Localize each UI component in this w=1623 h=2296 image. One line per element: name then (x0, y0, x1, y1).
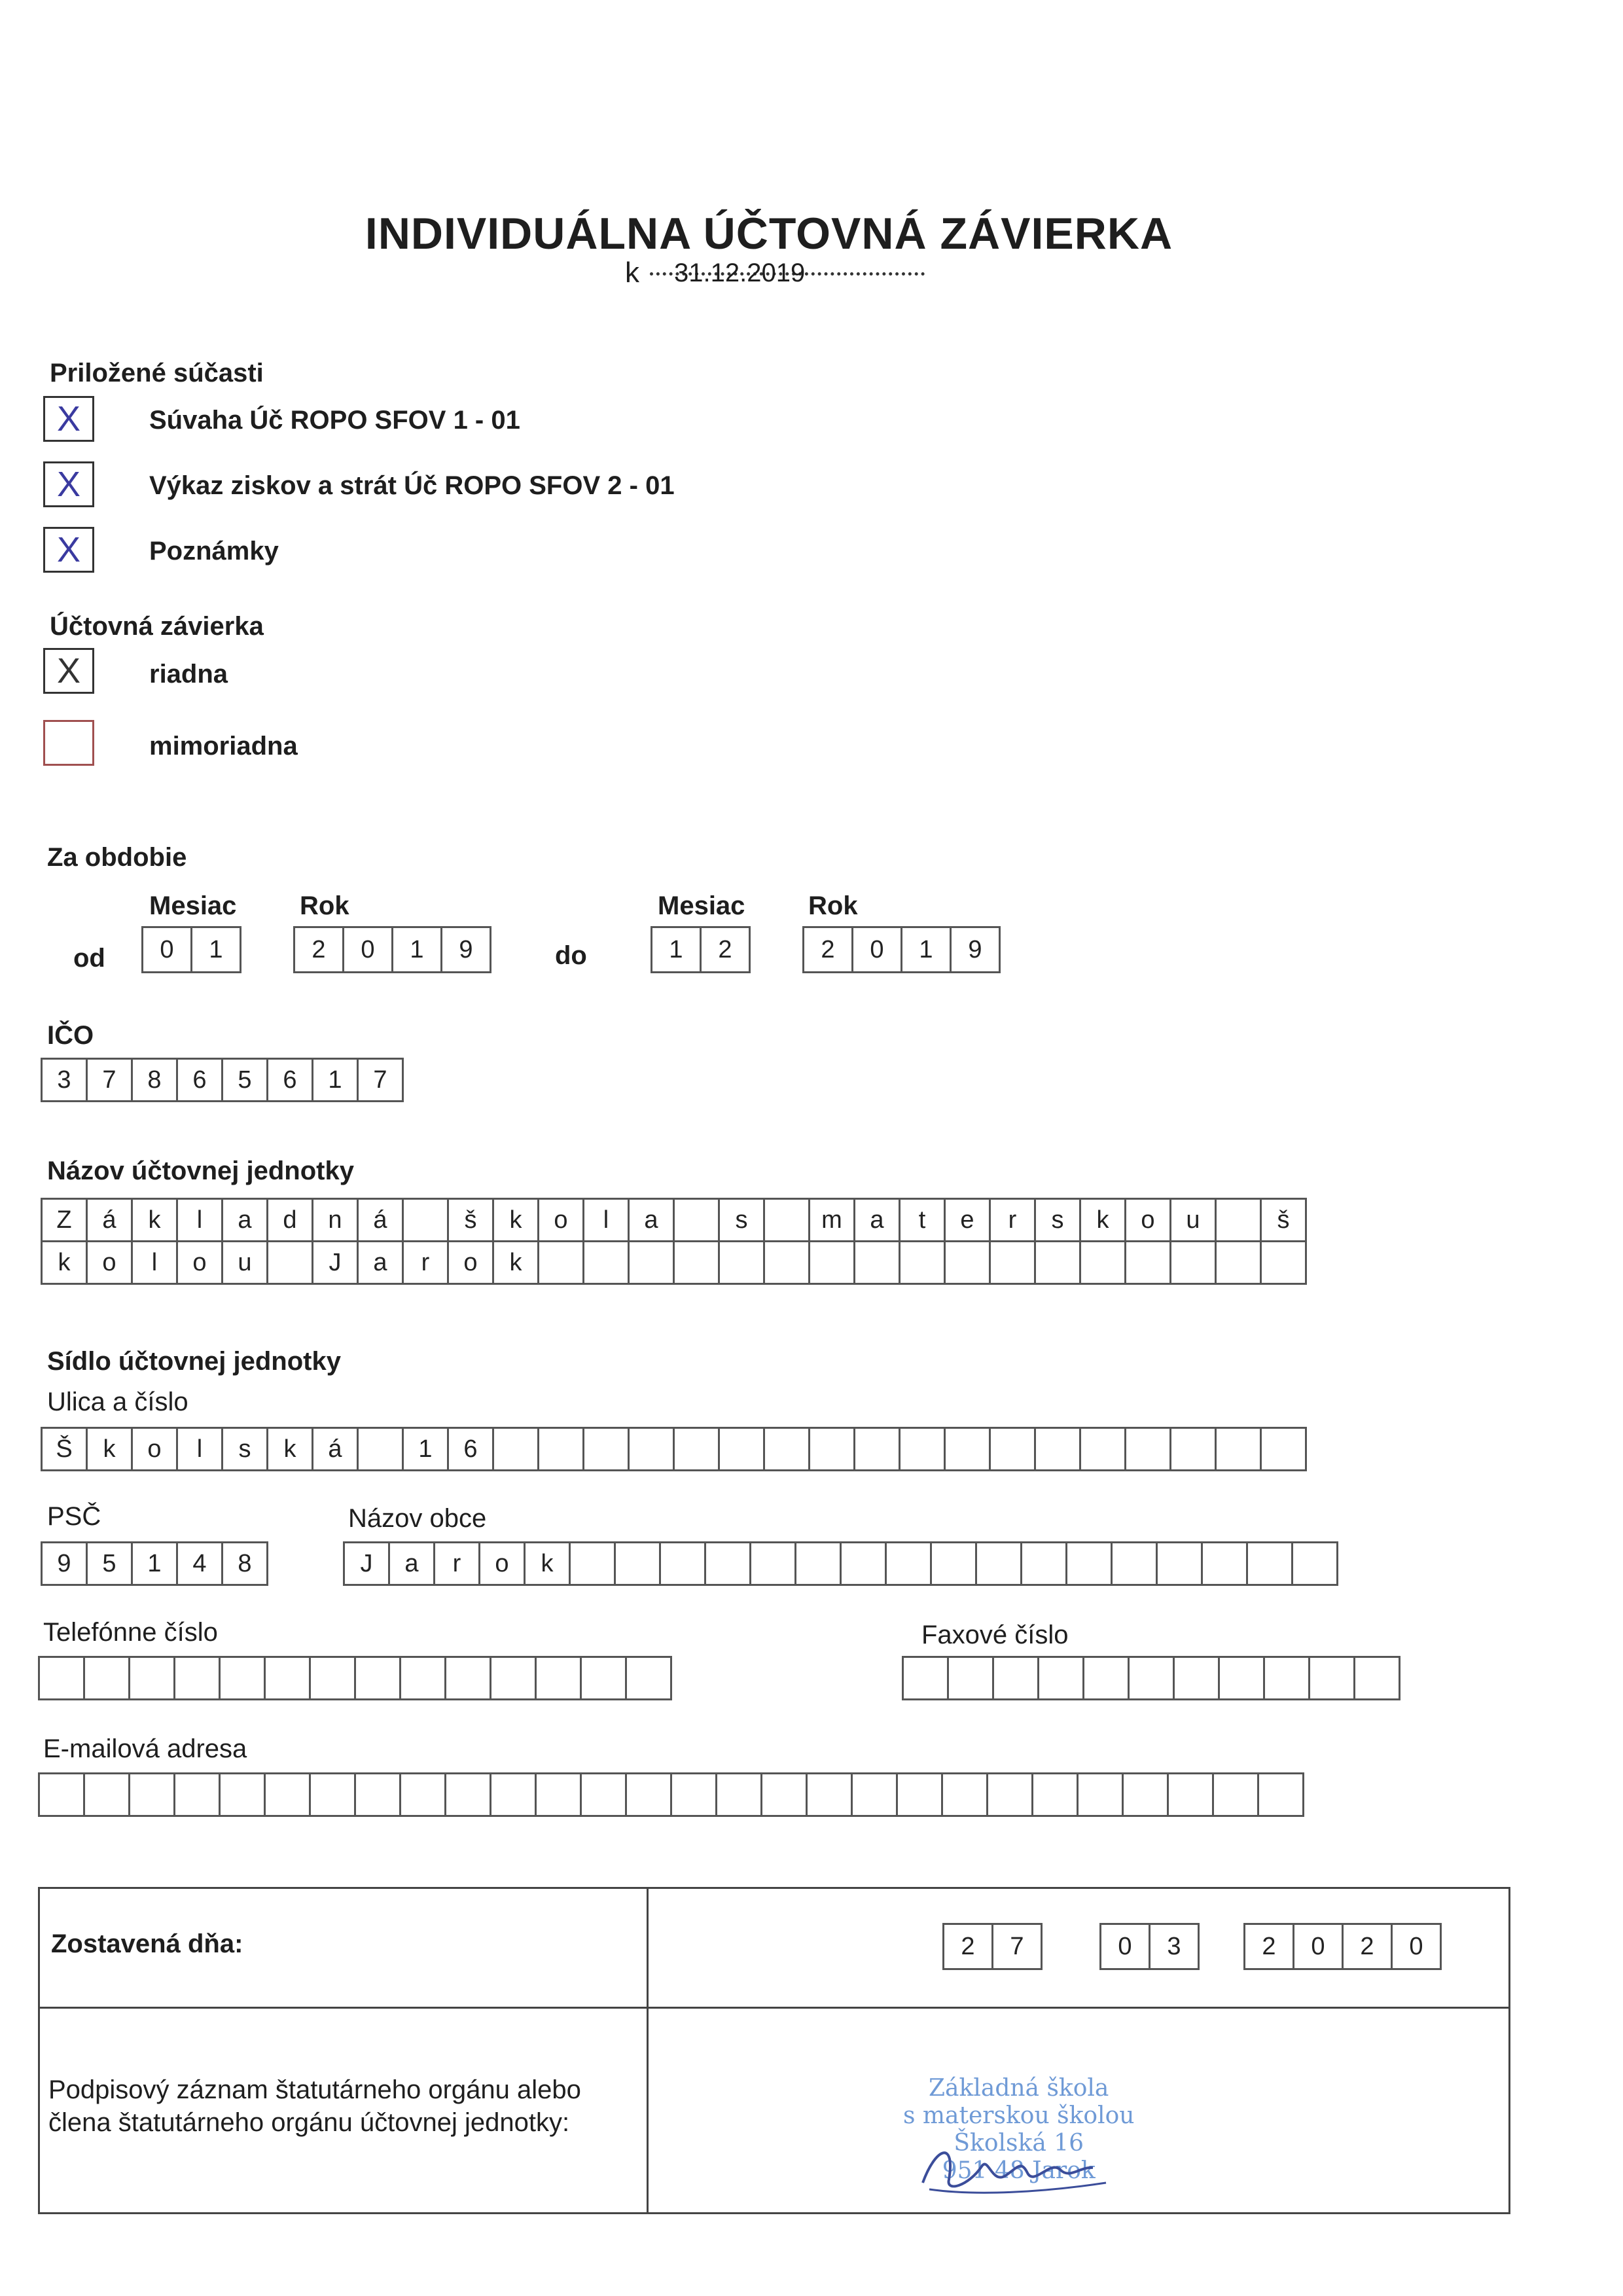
name-char-cell[interactable] (944, 1240, 991, 1285)
email-char-cell[interactable] (128, 1772, 175, 1817)
phone-digit-cell[interactable] (625, 1656, 672, 1700)
unit-name-label: Názov účtovnej jednotky (47, 1157, 354, 1185)
street-char-cell[interactable]: o (131, 1427, 178, 1471)
email-char-cell[interactable] (1122, 1772, 1169, 1817)
name-char-cell[interactable]: a (357, 1240, 404, 1285)
street-char-cell[interactable] (718, 1427, 765, 1471)
name-char-cell[interactable] (1124, 1240, 1171, 1285)
checkbox-suvaha[interactable]: X (43, 396, 94, 442)
street-field[interactable] (41, 1427, 1305, 1471)
email-char-cell[interactable] (760, 1772, 808, 1817)
city-field[interactable] (343, 1541, 1336, 1586)
name-char-cell[interactable]: u (221, 1240, 268, 1285)
email-char-cell[interactable] (1257, 1772, 1304, 1817)
street-char-cell[interactable] (944, 1427, 991, 1471)
street-char-cell[interactable] (1034, 1427, 1081, 1471)
fax-digit-cell[interactable] (1263, 1656, 1310, 1700)
fax-digit-cell[interactable] (947, 1656, 994, 1700)
street-char-cell[interactable] (808, 1427, 855, 1471)
city-char-cell[interactable] (930, 1541, 977, 1586)
name-char-cell[interactable] (1169, 1240, 1217, 1285)
digit-cell[interactable]: 1 (190, 926, 241, 973)
unit-name-row-1[interactable] (41, 1198, 1305, 1242)
name-char-cell[interactable] (899, 1240, 946, 1285)
name-char-cell[interactable] (673, 1198, 720, 1242)
email-char-cell[interactable] (83, 1772, 130, 1817)
digit-cell[interactable]: 2 (1243, 1923, 1294, 1970)
email-char-cell[interactable] (444, 1772, 491, 1817)
phone-digit-cell[interactable] (490, 1656, 537, 1700)
city-char-cell[interactable] (614, 1541, 661, 1586)
city-char-cell[interactable] (1020, 1541, 1067, 1586)
phone-digit-cell[interactable] (535, 1656, 582, 1700)
name-char-cell[interactable]: á (86, 1198, 133, 1242)
name-char-cell[interactable] (808, 1240, 855, 1285)
closing-type-heading: Účtovná závierka (50, 612, 264, 641)
name-char-cell[interactable]: l (582, 1198, 630, 1242)
city-char-cell[interactable] (1111, 1541, 1158, 1586)
name-char-cell[interactable]: k (492, 1198, 539, 1242)
street-char-cell[interactable] (1260, 1427, 1307, 1471)
signature-label (48, 2073, 581, 2139)
name-char-cell[interactable]: n (312, 1198, 359, 1242)
signature-box-divider-v (647, 1887, 649, 2214)
fax-digit-cell[interactable] (1128, 1656, 1175, 1700)
name-char-cell[interactable] (1034, 1240, 1081, 1285)
email-char-cell[interactable] (535, 1772, 582, 1817)
psc-digit-cell[interactable]: 5 (86, 1541, 133, 1586)
to-label: do (555, 941, 587, 970)
digit-cell[interactable]: 0 (141, 926, 192, 973)
digit-cell[interactable]: 0 (851, 926, 902, 973)
street-char-cell[interactable]: 6 (447, 1427, 494, 1471)
street-label: Ulica a číslo (47, 1388, 188, 1416)
name-char-cell[interactable]: s (1034, 1198, 1081, 1242)
fax-digit-cell[interactable] (992, 1656, 1039, 1700)
street-char-cell[interactable] (853, 1427, 901, 1471)
city-char-cell[interactable] (1156, 1541, 1203, 1586)
period-heading: Za obdobie (47, 843, 187, 872)
ico-field[interactable] (41, 1058, 402, 1102)
street-char-cell[interactable]: á (312, 1427, 359, 1471)
city-char-cell[interactable]: r (433, 1541, 480, 1586)
digit-cell[interactable]: 0 (1293, 1923, 1344, 1970)
city-label: Názov obce (348, 1504, 487, 1533)
compiled-label: Zostavená dňa: (51, 1929, 243, 1958)
email-char-cell[interactable] (806, 1772, 853, 1817)
email-char-cell[interactable] (625, 1772, 672, 1817)
city-char-cell[interactable] (794, 1541, 842, 1586)
name-char-cell[interactable]: l (131, 1240, 178, 1285)
name-char-cell[interactable] (537, 1240, 584, 1285)
ico-label: IČO (47, 1021, 94, 1050)
street-char-cell[interactable]: s (221, 1427, 268, 1471)
name-char-cell[interactable] (582, 1240, 630, 1285)
digit-cell[interactable]: 2 (700, 926, 751, 973)
phone-digit-cell[interactable] (264, 1656, 311, 1700)
phone-digit-cell[interactable] (580, 1656, 627, 1700)
phone-digit-cell[interactable] (83, 1656, 130, 1700)
street-char-cell[interactable] (673, 1427, 720, 1471)
checkbox-vykaz[interactable]: X (43, 461, 94, 507)
stamp-line-3: Školská 16 (954, 2130, 1084, 2157)
from-month-field[interactable] (141, 926, 240, 973)
street-char-cell[interactable] (628, 1427, 675, 1471)
ico-digit-cell[interactable]: 5 (221, 1058, 268, 1102)
digit-cell[interactable]: 2 (942, 1923, 993, 1970)
city-char-cell[interactable] (659, 1541, 706, 1586)
label-poznamky: Poznámky (149, 537, 279, 565)
street-char-cell[interactable] (763, 1427, 810, 1471)
label-suvaha: Súvaha Úč ROPO SFOV 1 - 01 (149, 406, 520, 435)
phone-field[interactable] (38, 1656, 670, 1700)
name-char-cell[interactable]: e (944, 1198, 991, 1242)
compiled-month-field[interactable] (1099, 1923, 1198, 1970)
psc-digit-cell[interactable]: 8 (221, 1541, 268, 1586)
name-char-cell[interactable] (1079, 1240, 1126, 1285)
signature-box-divider-h (38, 2007, 1510, 2009)
name-char-cell[interactable]: m (808, 1198, 855, 1242)
email-char-cell[interactable] (580, 1772, 627, 1817)
email-label: E-mailová adresa (43, 1734, 247, 1763)
unit-name-row-2[interactable] (41, 1240, 1305, 1285)
name-char-cell[interactable] (763, 1198, 810, 1242)
name-char-cell[interactable] (1215, 1240, 1262, 1285)
name-char-cell[interactable] (628, 1240, 675, 1285)
ico-digit-cell[interactable]: 7 (86, 1058, 133, 1102)
name-char-cell[interactable] (673, 1240, 720, 1285)
fax-digit-cell[interactable] (1353, 1656, 1400, 1700)
ico-digit-cell[interactable]: 3 (41, 1058, 88, 1102)
from-year-label: Rok (300, 891, 349, 920)
name-char-cell[interactable]: o (1124, 1198, 1171, 1242)
name-char-cell[interactable]: t (899, 1198, 946, 1242)
email-char-cell[interactable] (715, 1772, 762, 1817)
page-title: INDIVIDUÁLNA ÚČTOVNÁ ZÁVIERKA (365, 209, 1173, 259)
checkbox-poznamky[interactable]: X (43, 527, 94, 573)
name-char-cell[interactable]: o (447, 1240, 494, 1285)
name-char-cell[interactable] (763, 1240, 810, 1285)
street-char-cell[interactable] (899, 1427, 946, 1471)
name-char-cell[interactable] (718, 1240, 765, 1285)
phone-digit-cell[interactable] (219, 1656, 266, 1700)
fax-digit-cell[interactable] (1037, 1656, 1084, 1700)
k-label: k (625, 257, 639, 289)
email-char-cell[interactable] (670, 1772, 717, 1817)
digit-cell[interactable]: 2 (1342, 1923, 1393, 1970)
label-mimoriadna: mimoriadna (149, 732, 298, 761)
email-char-cell[interactable] (1077, 1772, 1124, 1817)
street-char-cell[interactable] (537, 1427, 584, 1471)
city-char-cell[interactable] (569, 1541, 616, 1586)
digit-cell[interactable]: 7 (991, 1923, 1043, 1970)
name-char-cell[interactable] (1215, 1198, 1262, 1242)
digit-cell[interactable]: 1 (391, 926, 442, 973)
ico-digit-cell[interactable]: 6 (176, 1058, 223, 1102)
stamp-line-2: s materskou školou (903, 2102, 1135, 2129)
handwritten-signature (910, 2121, 1145, 2206)
compiled-day-field[interactable] (942, 1923, 1041, 1970)
street-char-cell[interactable] (1215, 1427, 1262, 1471)
signature-label-line-2: člena štatutárneho orgánu účtovnej jednotky: (48, 2108, 570, 2137)
city-char-cell[interactable] (1246, 1541, 1293, 1586)
digit-cell[interactable]: 9 (440, 926, 491, 973)
name-char-cell[interactable]: r (989, 1198, 1036, 1242)
fax-digit-cell[interactable] (902, 1656, 949, 1700)
digit-cell[interactable]: 0 (1099, 1923, 1150, 1970)
digit-cell[interactable]: 1 (901, 926, 952, 973)
psc-digit-cell[interactable]: 1 (131, 1541, 178, 1586)
fax-digit-cell[interactable] (1218, 1656, 1265, 1700)
email-char-cell[interactable] (173, 1772, 221, 1817)
city-char-cell[interactable] (975, 1541, 1022, 1586)
phone-digit-cell[interactable] (128, 1656, 175, 1700)
street-char-cell[interactable]: k (86, 1427, 133, 1471)
digit-cell[interactable]: 0 (1391, 1923, 1442, 1970)
name-char-cell[interactable]: r (402, 1240, 449, 1285)
closing-date[interactable]: 31.12.2019 (674, 259, 806, 287)
psc-digit-cell[interactable]: 4 (176, 1541, 223, 1586)
checkbox-mimoriadna[interactable] (43, 720, 94, 766)
email-field[interactable] (38, 1772, 1302, 1817)
street-char-cell[interactable]: Š (41, 1427, 88, 1471)
compiled-year-field[interactable] (1243, 1923, 1440, 1970)
name-char-cell[interactable]: Z (41, 1198, 88, 1242)
name-char-cell[interactable] (853, 1240, 901, 1285)
city-char-cell[interactable] (840, 1541, 887, 1586)
street-char-cell[interactable]: k (266, 1427, 313, 1471)
email-char-cell[interactable] (264, 1772, 311, 1817)
psc-label: PSČ (47, 1502, 101, 1531)
phone-digit-cell[interactable] (354, 1656, 401, 1700)
name-char-cell[interactable]: š (1260, 1198, 1307, 1242)
email-char-cell[interactable] (851, 1772, 898, 1817)
phone-digit-cell[interactable] (444, 1656, 491, 1700)
phone-digit-cell[interactable] (309, 1656, 356, 1700)
email-char-cell[interactable] (399, 1772, 446, 1817)
city-char-cell[interactable]: a (388, 1541, 435, 1586)
email-char-cell[interactable] (354, 1772, 401, 1817)
phone-digit-cell[interactable] (173, 1656, 221, 1700)
from-label: od (73, 944, 105, 973)
name-char-cell[interactable]: a (853, 1198, 901, 1242)
fax-digit-cell[interactable] (1308, 1656, 1355, 1700)
city-char-cell[interactable] (1291, 1541, 1338, 1586)
street-char-cell[interactable] (1079, 1427, 1126, 1471)
to-month-field[interactable] (651, 926, 749, 973)
street-char-cell[interactable] (989, 1427, 1036, 1471)
city-char-cell[interactable] (1065, 1541, 1113, 1586)
name-char-cell[interactable]: a (628, 1198, 675, 1242)
label-riadna: riadna (149, 660, 228, 689)
street-char-cell[interactable] (1124, 1427, 1171, 1471)
street-char-cell[interactable]: l (176, 1427, 223, 1471)
name-char-cell[interactable]: k (41, 1240, 88, 1285)
name-char-cell[interactable]: k (492, 1240, 539, 1285)
psc-digit-cell[interactable]: 9 (41, 1541, 88, 1586)
psc-field[interactable] (41, 1541, 266, 1586)
digit-cell[interactable]: 2 (293, 926, 344, 973)
name-char-cell[interactable]: u (1169, 1198, 1217, 1242)
name-char-cell[interactable] (989, 1240, 1036, 1285)
signature-label-line-1: Podpisový záznam štatutárneho orgánu alebo (48, 2075, 581, 2104)
city-char-cell[interactable] (704, 1541, 751, 1586)
fax-field[interactable] (902, 1656, 1399, 1700)
name-char-cell[interactable]: J (312, 1240, 359, 1285)
email-char-cell[interactable] (309, 1772, 356, 1817)
name-char-cell[interactable] (402, 1198, 449, 1242)
from-month-label: Mesiac (149, 891, 237, 920)
name-char-cell[interactable]: o (537, 1198, 584, 1242)
name-char-cell[interactable]: k (131, 1198, 178, 1242)
checkbox-riadna[interactable]: X (43, 648, 94, 694)
email-char-cell[interactable] (38, 1772, 85, 1817)
phone-label: Telefónne číslo (43, 1618, 218, 1647)
street-char-cell[interactable] (357, 1427, 404, 1471)
email-char-cell[interactable] (490, 1772, 537, 1817)
fax-digit-cell[interactable] (1082, 1656, 1130, 1700)
fax-label: Faxové číslo (921, 1621, 1069, 1649)
city-char-cell[interactable]: k (524, 1541, 571, 1586)
city-char-cell[interactable] (885, 1541, 932, 1586)
name-char-cell[interactable]: l (176, 1198, 223, 1242)
to-year-label: Rok (808, 891, 858, 920)
name-char-cell[interactable]: s (718, 1198, 765, 1242)
phone-digit-cell[interactable] (399, 1656, 446, 1700)
digit-cell[interactable]: 0 (342, 926, 393, 973)
digit-cell[interactable]: 2 (802, 926, 853, 973)
digit-cell[interactable]: 1 (651, 926, 702, 973)
name-char-cell[interactable] (266, 1240, 313, 1285)
name-char-cell[interactable]: k (1079, 1198, 1126, 1242)
fax-digit-cell[interactable] (1173, 1656, 1220, 1700)
city-char-cell[interactable]: J (343, 1541, 390, 1586)
street-char-cell[interactable] (582, 1427, 630, 1471)
city-char-cell[interactable] (1201, 1541, 1248, 1586)
email-char-cell[interactable] (1031, 1772, 1079, 1817)
ico-digit-cell[interactable]: 6 (266, 1058, 313, 1102)
label-vykaz: Výkaz ziskov a strát Úč ROPO SFOV 2 - 01 (149, 471, 675, 500)
digit-cell[interactable]: 9 (950, 926, 1001, 973)
seat-heading: Sídlo účtovnej jednotky (47, 1347, 341, 1376)
ico-digit-cell[interactable]: 1 (312, 1058, 359, 1102)
email-char-cell[interactable] (896, 1772, 943, 1817)
name-char-cell[interactable]: d (266, 1198, 313, 1242)
name-char-cell[interactable]: a (221, 1198, 268, 1242)
stamp-line-4: 951 48 Jarok (942, 2157, 1096, 2184)
email-char-cell[interactable] (986, 1772, 1033, 1817)
email-char-cell[interactable] (219, 1772, 266, 1817)
ico-digit-cell[interactable]: 7 (357, 1058, 404, 1102)
name-char-cell[interactable] (1260, 1240, 1307, 1285)
to-month-label: Mesiac (658, 891, 745, 920)
name-char-cell[interactable]: o (86, 1240, 133, 1285)
stamp-line-1: Základná škola (929, 2075, 1109, 2102)
attachments-heading: Priložené súčasti (50, 359, 264, 387)
name-char-cell[interactable]: o (176, 1240, 223, 1285)
name-char-cell[interactable]: á (357, 1198, 404, 1242)
street-char-cell[interactable] (1169, 1427, 1217, 1471)
name-char-cell[interactable]: š (447, 1198, 494, 1242)
ico-digit-cell[interactable]: 8 (131, 1058, 178, 1102)
street-char-cell[interactable] (492, 1427, 539, 1471)
email-char-cell[interactable] (1167, 1772, 1214, 1817)
to-year-field[interactable] (802, 926, 999, 973)
phone-digit-cell[interactable] (38, 1656, 85, 1700)
email-char-cell[interactable] (1212, 1772, 1259, 1817)
street-char-cell[interactable]: 1 (402, 1427, 449, 1471)
from-year-field[interactable] (293, 926, 490, 973)
city-char-cell[interactable] (749, 1541, 796, 1586)
email-char-cell[interactable] (941, 1772, 988, 1817)
digit-cell[interactable]: 3 (1149, 1923, 1200, 1970)
city-char-cell[interactable]: o (478, 1541, 526, 1586)
